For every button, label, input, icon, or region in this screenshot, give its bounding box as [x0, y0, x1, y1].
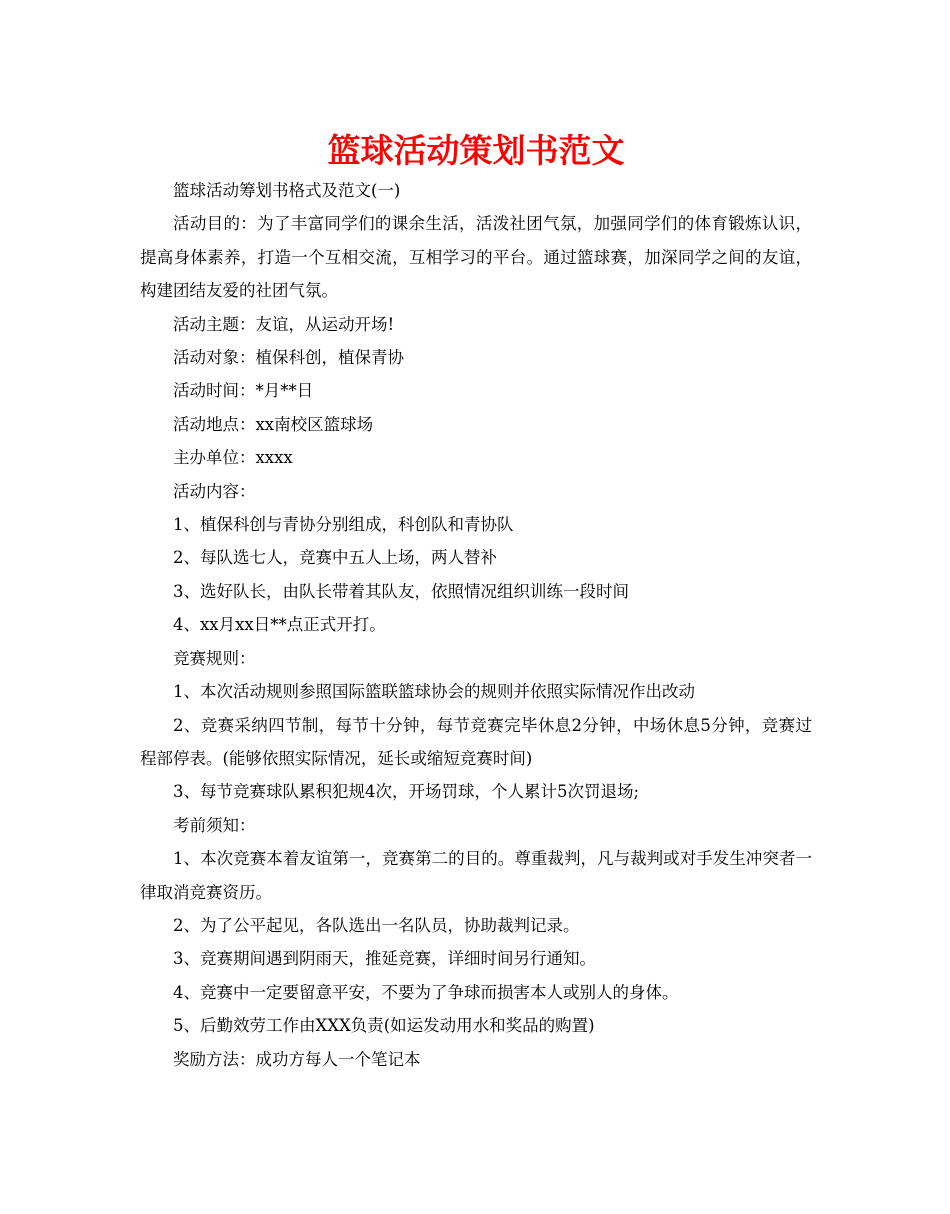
document-body — [140, 174, 812, 1076]
paragraph: 竞赛规则： — [173, 648, 256, 668]
paragraph: 3、每节竞赛球队累积犯规4次，开场罚球，个人累计5次罚退场; — [173, 782, 640, 802]
document-title: 篮球活动策划书范文 — [327, 131, 625, 170]
paragraph: 奖励方法：成功方每人一个笔记本 — [173, 1049, 421, 1069]
paragraph: 1、本次活动规则参照国际篮联篮球协会的规则并依照实际情况作出改动 — [173, 682, 695, 702]
paragraph: 活动地点：xx南校区篮球场 — [173, 414, 374, 434]
paragraph: 活动对象：植保科创，植保青协 — [173, 348, 404, 368]
paragraph: 3、竞赛期间遇到阴雨天，推延竞赛，详细时间另行通知。 — [173, 949, 596, 969]
paragraph: 篮球活动筹划书格式及范文(一) — [173, 181, 401, 200]
paragraph: 2、为了公平起见，各队选出一名队员，协助裁判记录。 — [173, 915, 580, 935]
paragraph: 4、xx月xx日**点正式开打。 — [173, 615, 386, 635]
paragraph: 2、竞赛采纳四节制，每节十分钟，每节竞赛完毕休息2分钟，中场休息5分钟，竞赛过程部停表。(能够依照实际情况，延长或缩短竞赛时间) — [140, 715, 812, 768]
paragraph: 考前须知： — [173, 815, 256, 835]
document-page — [140, 128, 812, 1076]
paragraph: 5、后勤效劳工作由XXX负责(如运发动用水和奖品的购置) — [173, 1016, 595, 1036]
paragraph: 1、植保科创与青协分别组成，科创队和青协队 — [173, 515, 514, 535]
paragraph: 2、每队选七人，竞赛中五人上场，两人替补 — [173, 548, 497, 568]
paragraph: 3、选好队长，由队长带着其队友，依照情况组织训练一段时间 — [173, 581, 629, 601]
paragraph: 1、本次竞赛本着友谊第一，竞赛第二的目的。尊重裁判，凡与裁判或对手发生冲突者一律取消竞赛资历。 — [140, 849, 812, 902]
paragraph: 活动时间：*月**日 — [173, 381, 314, 401]
paragraph: 活动内容： — [173, 481, 256, 501]
paragraph: 主办单位：xxxx — [173, 448, 293, 468]
paragraph: 活动目的：为了丰富同学们的课余生活，活泼社团气氛，加强同学们的体育锻炼认识，提高身体素养，打造一个互相交流，互相学习的平台。通过篮球赛，加深同学之间的友谊，构建团结友爱的社团气氛。 — [140, 214, 812, 301]
paragraph: 4、竞赛中一定要留意平安，不要为了争球而损害本人或别人的身体。 — [173, 982, 679, 1002]
paragraph: 活动主题：友谊，从运动开场! — [173, 314, 395, 334]
